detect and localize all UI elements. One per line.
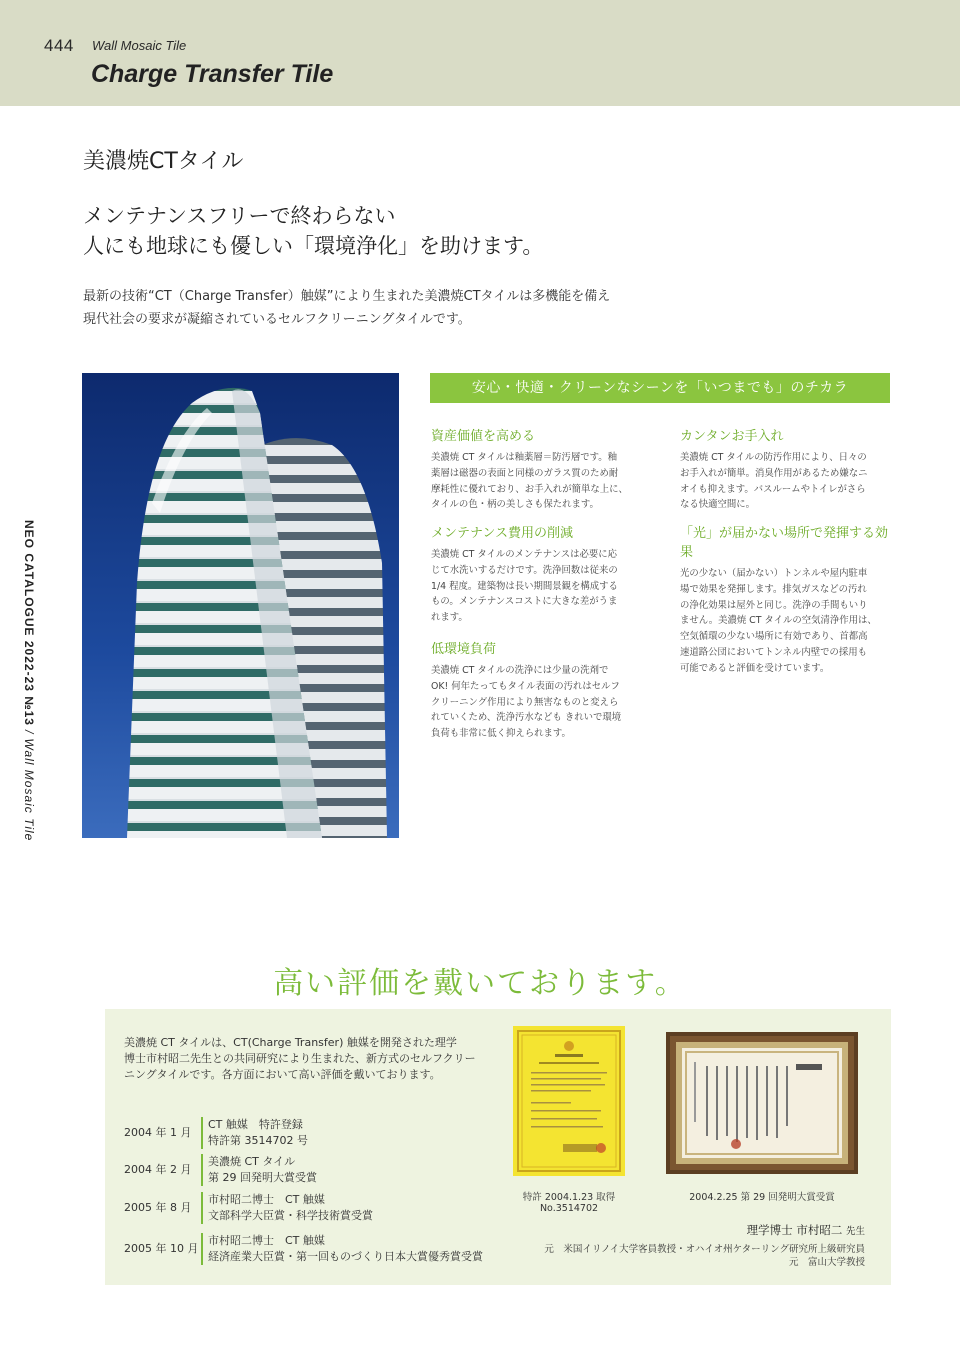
headline-line: メンテナンスフリーで終わらない [83, 204, 396, 228]
patent-certificate-image [513, 1026, 625, 1176]
building-photo [82, 373, 399, 838]
page-number: 444 [44, 36, 74, 55]
affiliation-line: 元 富山大学教授 [788, 1257, 865, 1268]
history-description: 市村昭二博士 CT 触媒 経済産業大臣賞・第一回ものづくり日本大賞優秀賞受賞 [208, 1234, 483, 1263]
feature-title: 低環境負荷 [431, 642, 497, 657]
feature-title: カンタンお手入れ [680, 429, 784, 444]
feature-low-environmental-load [431, 638, 643, 742]
history-divider [201, 1154, 203, 1186]
page-title: Charge Transfer Tile [91, 60, 334, 88]
history-date: 2004 年 2 月 [124, 1163, 192, 1176]
history-date: 2005 年 8 月 [124, 1201, 192, 1214]
feature-asset-value [431, 425, 643, 513]
intro-text [83, 285, 610, 331]
history-divider [201, 1192, 203, 1224]
feature-easy-care [680, 425, 892, 513]
page-header [0, 0, 960, 106]
certificate-caption: 特許 2004.1.23 取得 No.3514702 [522, 1192, 616, 1214]
history-description: 美濃焼 CT タイル 第 29 回発明大賞受賞 [208, 1155, 317, 1184]
features-banner: 安心・快適・クリーンなシーンを「いつまでも」のチカラ [430, 373, 890, 403]
product-title: 美濃焼CTタイル [83, 149, 244, 174]
building-illustration [82, 373, 399, 838]
history-row [105, 1231, 505, 1267]
catalogue-section: Wall Mosaic Tile [22, 738, 36, 842]
framed-award-image [666, 1032, 858, 1174]
history-date: 2004 年 1 月 [124, 1126, 192, 1139]
evaluation-panel [105, 1009, 891, 1285]
history-row [105, 1190, 505, 1226]
feature-title: 資産価値を高める [431, 429, 536, 444]
feature-text: 美濃焼 CT タイルの洗浄には少量の洗剤で OK! 何年たってもタイル表面の汚れはセルフ クリーニング作用により無害なものと変えら れていくため、洗浄汚水なども きれいで環境 負荷も非常に低く抑えられます。 [431, 665, 622, 740]
catalogue-name: NEO CATALOGUE 2022-23 №13 [22, 520, 36, 726]
evaluation-text: 美濃焼 CT タイルは、CT(Charge Transfer) 触媒を開発された理学 博士市村昭二先生との共同研究により生まれた、新方式のセルフクリー ニングタイルです。各方面において高い評価を戴いております。 [124, 1036, 476, 1081]
feature-maintenance-cost [431, 522, 643, 626]
series-name: Wall Mosaic Tile [92, 38, 187, 53]
feature-text: 光の少ない（届かない）トンネルや屋内駐車 場で効果を発揮します。排気ガスなどの汚れ の浄化効果は屋外と同じ。洗浄の手間もいり ません。美濃焼 CT タイルの空気清浄作用は、 空気循環の少ない場所に有効であり、首都高 速道路公団においてトンネル内壁での採用も 可能であると評価を受けています。 [680, 568, 877, 674]
headline-line: 人にも地球にも優しい「環境浄化」を助けます。 [83, 234, 544, 258]
side-catalogue-label [22, 520, 36, 841]
history-divider [201, 1233, 203, 1265]
feature-text: 美濃焼 CT タイルは釉薬層＝防汚層です。釉 薬層は磁器の表面と同様のガラス質のため耐 摩耗性に優れており、お手入れが簡単な上に、 タイルの色・柄の美しさも保たれます。 [431, 452, 628, 511]
evaluation-title: 高い評価を戴いております。 [273, 966, 687, 1001]
label-separator: / [22, 729, 36, 735]
feature-text: 美濃焼 CT タイルの防汚作用により、日々の お手入れが簡単。消臭作用があるため嫌なニ オイも抑えます。バスルームやトイレがさら なる快適空間に。 [680, 452, 868, 511]
history-divider [201, 1117, 203, 1149]
history-description: 市村昭二博士 CT 触媒 文部科学大臣賞・科学技術賞受賞 [208, 1193, 373, 1222]
history-date: 2005 年 10 月 [124, 1242, 199, 1255]
headline [83, 201, 543, 261]
feature-title: メンテナンス費用の削減 [431, 526, 573, 541]
affiliation-line: 元 米国イリノイ大学客員教授・オハイオ州ケターリング研究所上級研究員 [544, 1244, 865, 1255]
intro-line: 現代社会の要求が凝縮されているセルフクリーニングタイルです。 [83, 312, 471, 327]
feature-no-light-effect [680, 522, 892, 677]
history-row [105, 1115, 505, 1151]
intro-line: 最新の技術“CT（Charge Transfer）触媒”により生まれた美濃焼CTタイルは多機能を備え [83, 289, 611, 304]
doctor-name: 理学博士 市村昭二 先生 [746, 1223, 865, 1237]
history-row [105, 1152, 505, 1188]
history-description: CT 触媒 特許登録 特許第 3514702 号 [208, 1118, 308, 1147]
feature-text: 美濃焼 CT タイルのメンテナンスは必要に応 じて水洗いするだけです。洗浄回数は従来の 1/4 程度。建築物は長い期間景観を構成する もの。メンテナンスコストに大きな差がうま れます。 [431, 549, 618, 624]
award-caption: 2004.2.25 第 29 回発明大賞受賞 [689, 1192, 835, 1203]
feature-title: 「光」が届かない場所で発揮する効果 [680, 526, 889, 560]
